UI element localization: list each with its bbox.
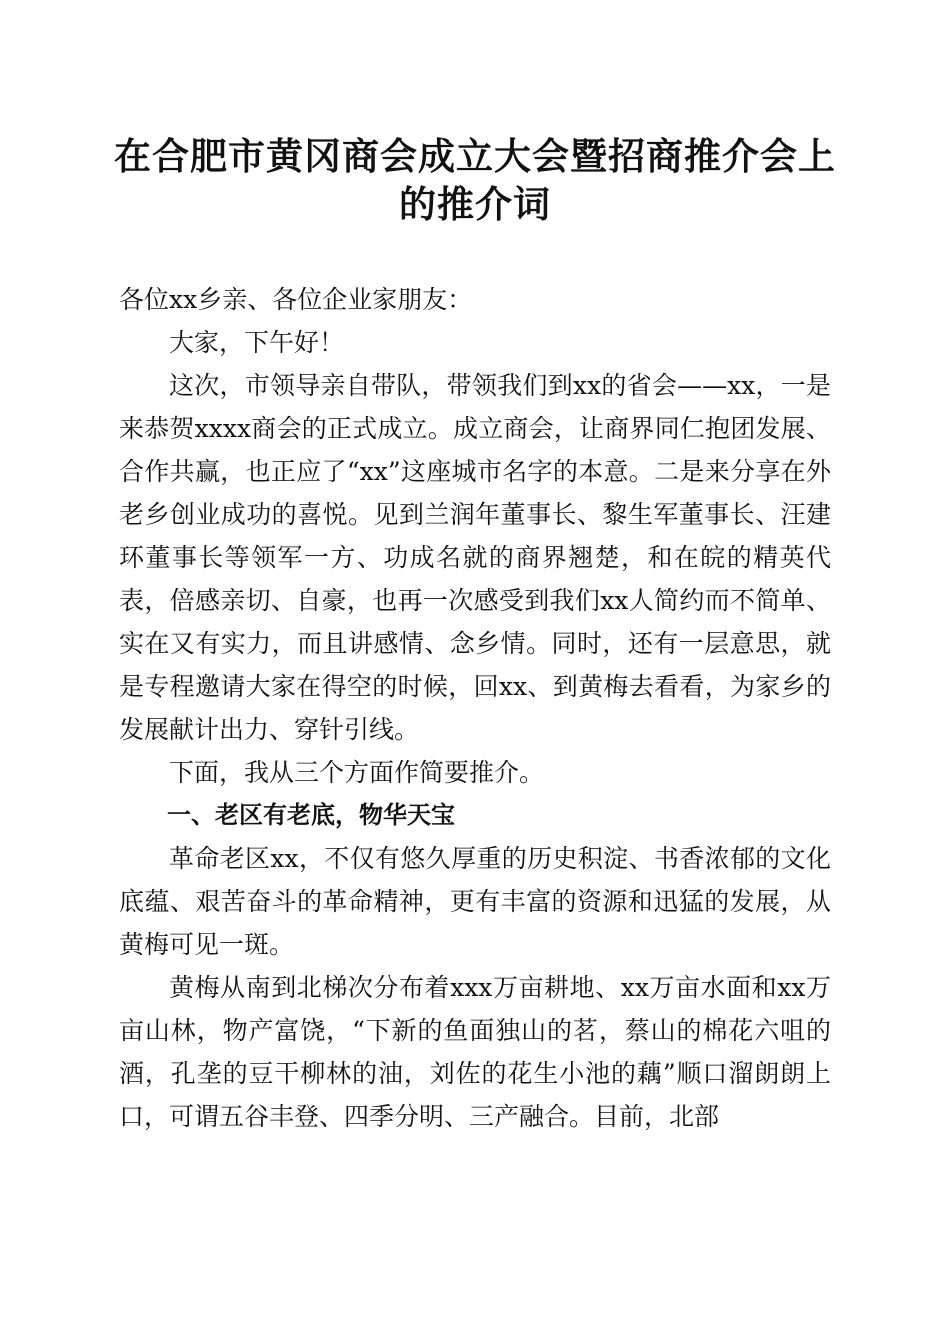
paragraph-huangmei-resources: 黄梅从南到北梯次分布着xxx万亩耕地、xx万亩水面和xx万亩山林，物产富饶，“下新的鱼面独山的茗，蔡山的棉花六咀的酒，孔垄的豆干柳林的油，刘佐的花生小池的藕”顺口溜朗朗上口，可谓五谷丰登、四季分明、三产融合。目前，北部 <box>119 973 831 1131</box>
paragraph-visit-purpose: 这次，市领导亲自带队，带领我们到xx的省会——xx，一是来恭贺xxxx商会的正式成立。成立商会，让商界同仁抱团发展、合作共赢，也正应了“xx”这座城市名字的本意。二是来分享在外老乡创业成功的喜悦。见到兰润年董事长、黎生军董事长、汪建环董事长等领军一方、功成名就的商界翘楚，和在皖的精英代表，倍感亲切、自豪，也再一次感受到我们xx人简约而不简单、实在又有实力，而且讲感情、念乡情。同时，还有一层意思，就是专程邀请大家在得空的时候，回xx、到黄梅去看看，为家乡的发展献计出力、穿针引线。 <box>119 371 831 744</box>
document-body <box>119 278 831 1138</box>
paragraph-intro: 下面，我从三个方面作简要推介。 <box>169 758 545 787</box>
salutation: 各位xx乡亲、各位企业家朋友： <box>119 285 473 314</box>
section-heading-1: 一、老区有老底，物华天宝 <box>167 801 455 829</box>
greeting: 大家，下午好！ <box>169 328 345 357</box>
paragraph-old-revolutionary-area: 革命老区xx，不仅有悠久厚重的历史积淀、书香浓郁的文化底蕴、艰苦奋斗的革命精神，更有丰富的资源和迅猛的发展，从黄梅可见一斑。 <box>119 844 831 959</box>
document-title: 在合肥市黄冈商会成立大会暨招商推介会上的推介词 <box>114 134 836 226</box>
